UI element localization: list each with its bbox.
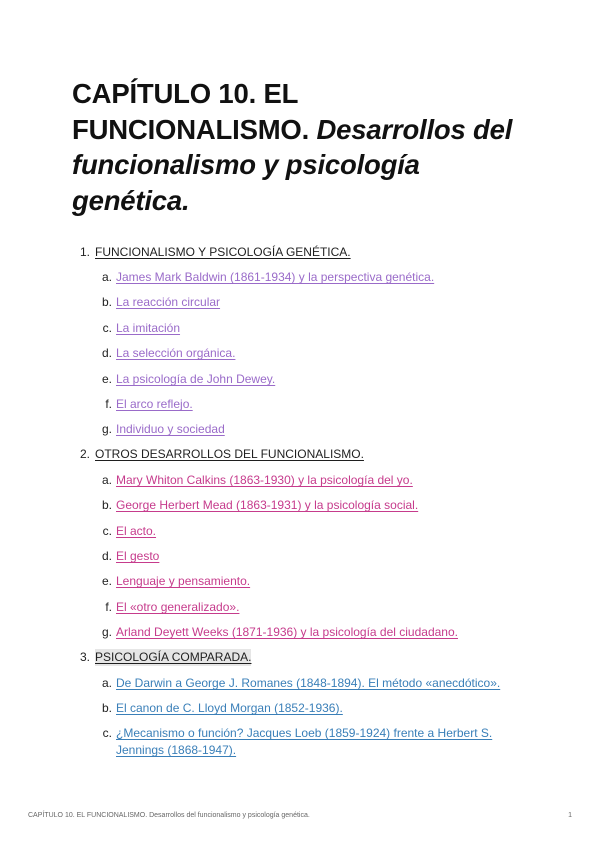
item-letter: c. — [102, 726, 112, 740]
toc-item-link[interactable]: Lenguaje y pensamiento. — [116, 574, 251, 588]
item-letter: f. — [105, 397, 112, 411]
toc-item-link[interactable]: El gesto — [116, 549, 160, 563]
toc-item-link[interactable]: La imitación — [116, 321, 181, 335]
toc-item-link[interactable]: El arco reflejo. — [116, 397, 193, 411]
toc-item-link[interactable]: George Herbert Mead (1863-1931) y la psicología social. — [116, 498, 419, 512]
page-title — [72, 76, 532, 218]
item-letter: a. — [101, 473, 112, 487]
toc-item-link[interactable]: La selección orgánica. — [116, 346, 236, 360]
item-letter: b. — [101, 701, 112, 715]
item-letter: d. — [101, 549, 112, 563]
item-letter: a. — [101, 676, 112, 690]
section-number: 1. — [79, 245, 90, 259]
toc-item-link[interactable]: De Darwin a George J. Romanes (1848-1894). El método «anecdótico». — [116, 676, 501, 690]
item-letter: g. — [101, 625, 112, 639]
item-letter: e. — [101, 372, 112, 386]
page-number: 1 — [568, 812, 572, 819]
toc-item-link[interactable]: El «otro generalizado». — [116, 600, 240, 614]
toc-section-link[interactable]: PSICOLOGÍA COMPARADA. — [95, 650, 252, 664]
title-italic: Desarrollos del funcionalismo y psicología genética. — [72, 113, 513, 216]
item-letter: f. — [105, 600, 112, 614]
toc-item-link[interactable]: El acto. — [116, 524, 157, 538]
toc-item-link[interactable]: La reacción circular — [116, 295, 221, 309]
item-letter: c. — [102, 524, 112, 538]
toc-item-link[interactable]: El canon de C. Lloyd Morgan (1852-1936). — [116, 701, 343, 715]
toc-section-link[interactable]: FUNCIONALISMO Y PSICOLOGÍA GENÉTICA. — [95, 245, 351, 259]
item-letter: b. — [101, 295, 112, 309]
section-number: 3. — [79, 650, 90, 664]
toc-section-link[interactable]: OTROS DESARROLLOS DEL FUNCIONALISMO. — [95, 447, 364, 461]
toc-item-link[interactable]: James Mark Baldwin (1861-1934) y la perspectiva genética. — [116, 270, 435, 284]
item-letter: b. — [101, 498, 112, 512]
item-letter: g. — [101, 422, 112, 436]
toc-item-link[interactable]: Mary Whiton Calkins (1863-1930) y la psicología del yo. — [116, 473, 413, 487]
toc-item-link[interactable]: Individuo y sociedad — [116, 422, 225, 436]
toc-item-link[interactable]: ¿Mecanismo o función? Jacques Loeb (1859-1924) frente a Herbert S. Jennings (1868-1947). — [116, 726, 493, 757]
item-letter: e. — [101, 574, 112, 588]
item-letter: d. — [101, 346, 112, 360]
item-letter: c. — [102, 321, 112, 335]
toc-item-link[interactable]: La psicología de John Dewey. — [116, 372, 276, 386]
page-footer — [28, 812, 572, 819]
section-number: 2. — [79, 447, 90, 461]
footer-text: CAPÍTULO 10. EL FUNCIONALISMO. Desarrollos del funcionalismo y psicología genética. — [28, 812, 310, 819]
title-bold: CAPÍTULO 10. EL FUNCIONALISMO. — [72, 78, 310, 145]
item-letter: a. — [101, 270, 112, 284]
toc-item-link[interactable]: Arland Deyett Weeks (1871-1936) y la psicología del ciudadano. — [116, 625, 458, 639]
